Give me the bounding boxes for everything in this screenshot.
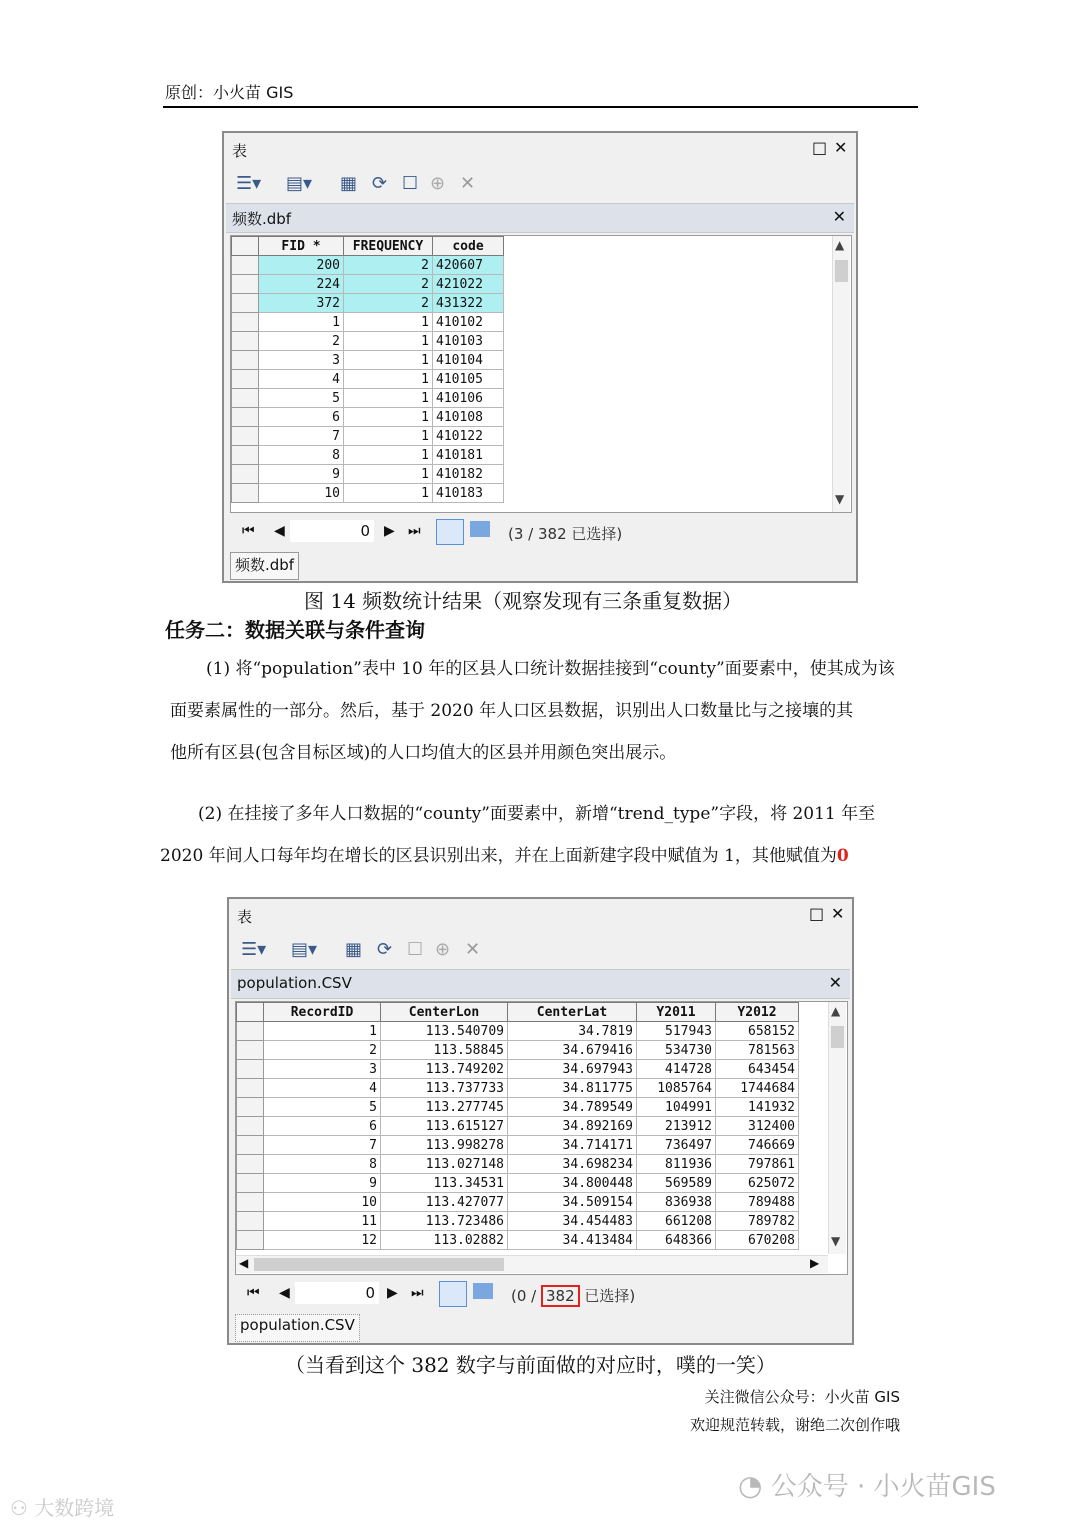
table-cell[interactable]: 113.277745 (381, 1098, 508, 1117)
table-cell[interactable]: 11 (264, 1212, 381, 1231)
table-cell[interactable]: 1 (344, 332, 433, 351)
table-cell[interactable]: 113.998278 (381, 1136, 508, 1155)
table-cell[interactable]: 113.737733 (381, 1079, 508, 1098)
show-all-records-button[interactable] (439, 1281, 467, 1307)
wechat-watermark (738, 1466, 996, 1503)
table-cell[interactable]: 1 (264, 1022, 381, 1041)
switch-selection-icon[interactable]: ⟳ (372, 173, 388, 194)
table-cell[interactable]: 410106 (433, 389, 504, 408)
table-row[interactable] (237, 1231, 799, 1250)
table-cell[interactable]: 34.892169 (508, 1117, 637, 1136)
table-cell[interactable]: 113.027148 (381, 1155, 508, 1174)
table-cell[interactable]: 372 (259, 294, 344, 313)
table-cell[interactable]: 1 (344, 484, 433, 503)
row-selector[interactable] (232, 484, 259, 503)
scroll-up-icon[interactable]: ▲ (835, 238, 845, 252)
first-record-icon[interactable]: ⏮ (242, 523, 255, 539)
select-by-attributes-icon[interactable]: ▦ (345, 939, 363, 960)
table-cell[interactable]: 2 (264, 1041, 381, 1060)
row-selector[interactable] (237, 1041, 264, 1060)
table-row[interactable] (237, 1212, 799, 1231)
related-tables-icon[interactable]: ▤▾ (291, 939, 318, 960)
table-row[interactable] (237, 1041, 799, 1060)
table-row[interactable] (232, 351, 504, 370)
table-cell[interactable]: 410181 (433, 446, 504, 465)
row-selector[interactable] (232, 256, 259, 275)
table-cell[interactable]: 12 (264, 1231, 381, 1250)
table-cell[interactable]: 736497 (637, 1136, 716, 1155)
delete-selected-icon[interactable]: ✕ (465, 939, 481, 960)
table-options-icon[interactable]: ☰▾ (236, 173, 262, 194)
table-cell[interactable]: 113.723486 (381, 1212, 508, 1231)
table-toolbar (235, 933, 846, 967)
table-cell[interactable]: 4 (264, 1079, 381, 1098)
table-cell[interactable]: 1744684 (716, 1079, 799, 1098)
table-cell[interactable]: 781563 (716, 1041, 799, 1060)
watermark-logo-icon: ⚇ (10, 1496, 28, 1520)
table-cell[interactable]: 34.509154 (508, 1193, 637, 1212)
row-selector[interactable] (237, 1079, 264, 1098)
page-header: 原创：小火苗 GIS (165, 83, 294, 102)
row-selector-header[interactable] (237, 1003, 264, 1022)
paragraph-2 (160, 793, 940, 877)
row-selector[interactable] (232, 351, 259, 370)
zoom-selected-icon[interactable]: ⊕ (430, 173, 446, 194)
column-header[interactable]: CenterLat (508, 1003, 637, 1022)
corner-watermark (10, 1492, 114, 1521)
table-cell[interactable]: 1 (344, 370, 433, 389)
table-toolbar (230, 167, 850, 201)
table-cell[interactable]: 569589 (637, 1174, 716, 1193)
attribute-grid (235, 1001, 848, 1275)
table-cell[interactable]: 9 (264, 1174, 381, 1193)
table-cell[interactable]: 113.427077 (381, 1193, 508, 1212)
table-cell[interactable]: 410108 (433, 408, 504, 427)
row-selector[interactable] (232, 465, 259, 484)
next-record-icon[interactable]: ▶ (384, 523, 395, 539)
status-prefix: (0 / (511, 1287, 537, 1305)
table-row[interactable] (237, 1155, 799, 1174)
horizontal-scrollbar[interactable] (236, 1255, 828, 1273)
window-titlebar (229, 899, 852, 931)
table-cell[interactable]: 1 (344, 427, 433, 446)
table-cell[interactable]: 789782 (716, 1212, 799, 1231)
table-cell[interactable]: 200 (259, 256, 344, 275)
table-row[interactable] (237, 1079, 799, 1098)
table-cell[interactable]: 213912 (637, 1117, 716, 1136)
table-cell[interactable]: 113.615127 (381, 1117, 508, 1136)
bottom-table-tab[interactable]: population.CSV (235, 1314, 360, 1342)
table-row[interactable] (237, 1136, 799, 1155)
table-cell[interactable]: 625072 (716, 1174, 799, 1193)
scroll-down-icon[interactable]: ▼ (831, 1234, 841, 1248)
current-record-field[interactable]: 0 (295, 1282, 379, 1304)
table-cell[interactable]: 410102 (433, 313, 504, 332)
paragraph-line: 他所有区县(包含目标区域)的人口均值大的区县并用颜色突出展示。 (170, 743, 677, 763)
table-cell[interactable]: 648366 (637, 1231, 716, 1250)
column-header[interactable]: code (433, 237, 504, 256)
show-selected-records-button[interactable] (470, 521, 490, 537)
row-selector[interactable] (237, 1193, 264, 1212)
table-row[interactable] (237, 1117, 799, 1136)
horizontal-scroll-thumb[interactable] (254, 1258, 504, 1271)
credit-line-2: 欢迎规范转载，谢绝二次创作哦 (689, 1416, 900, 1434)
table-cell[interactable]: 34.789549 (508, 1098, 637, 1117)
row-selector[interactable] (237, 1136, 264, 1155)
table-cell[interactable]: 643454 (716, 1060, 799, 1079)
scroll-right-icon[interactable]: ▶ (810, 1256, 820, 1270)
scroll-left-icon[interactable]: ◀ (239, 1256, 249, 1270)
table-cell[interactable]: 410182 (433, 465, 504, 484)
table-name: population.CSV (237, 974, 352, 992)
table-cell[interactable]: 113.02882 (381, 1231, 508, 1250)
next-record-icon[interactable]: ▶ (387, 1285, 398, 1301)
table-cell[interactable]: 8 (259, 446, 344, 465)
table-cell[interactable]: 5 (264, 1098, 381, 1117)
related-tables-icon[interactable]: ▤▾ (286, 173, 313, 194)
table-cell[interactable]: 2 (344, 275, 433, 294)
table-cell[interactable]: 34.811775 (508, 1079, 637, 1098)
table-cell[interactable]: 312400 (716, 1117, 799, 1136)
table-cell[interactable]: 797861 (716, 1155, 799, 1174)
selection-status: (3 / 382 已选择) (508, 525, 623, 543)
table-cell[interactable]: 1 (259, 313, 344, 332)
row-selector[interactable] (232, 294, 259, 313)
window-title: 表 (232, 142, 248, 160)
last-record-icon[interactable]: ⏭ (408, 523, 421, 539)
restore-icon[interactable]: □ (812, 138, 828, 157)
table-cell[interactable]: 10 (259, 484, 344, 503)
table-name: 频数.dbf (232, 210, 292, 228)
table-cell[interactable]: 811936 (637, 1155, 716, 1174)
row-selector[interactable] (232, 389, 259, 408)
table-row[interactable] (232, 446, 504, 465)
table-cell[interactable]: 4 (259, 370, 344, 389)
row-selector[interactable] (237, 1060, 264, 1079)
table-cell[interactable]: 34.714171 (508, 1136, 637, 1155)
table-cell[interactable]: 34.413484 (508, 1231, 637, 1250)
paragraph-1 (170, 648, 930, 774)
table-row[interactable] (232, 275, 504, 294)
table-cell[interactable]: 34.800448 (508, 1174, 637, 1193)
row-selector[interactable] (232, 370, 259, 389)
table-cell[interactable]: 789488 (716, 1193, 799, 1212)
table-window-frequency (222, 131, 858, 583)
table-cell[interactable]: 410105 (433, 370, 504, 389)
table-row[interactable] (237, 1174, 799, 1193)
table-cell[interactable]: 3 (264, 1060, 381, 1079)
selection-status (511, 1285, 635, 1306)
select-by-attributes-icon[interactable]: ▦ (340, 173, 358, 194)
record-navigation-bar (230, 515, 850, 551)
table-cell[interactable]: 421022 (433, 275, 504, 294)
table-cell[interactable]: 113.540709 (381, 1022, 508, 1041)
table-options-icon[interactable]: ☰▾ (241, 939, 267, 960)
table-cell[interactable]: 141932 (716, 1098, 799, 1117)
table-cell[interactable]: 836938 (637, 1193, 716, 1212)
first-record-icon[interactable]: ⏮ (247, 1285, 260, 1301)
delete-selected-icon[interactable]: ✕ (460, 173, 476, 194)
table-row[interactable] (232, 256, 504, 275)
scroll-thumb[interactable] (835, 260, 848, 282)
table-row[interactable] (237, 1022, 799, 1041)
task-title: 任务二：数据关联与条件查询 (165, 618, 425, 642)
figure-caption-14: 图 14 频数统计结果（观察发现有三条重复数据） (304, 589, 743, 613)
table-cell[interactable]: 410104 (433, 351, 504, 370)
column-header[interactable]: RecordID (264, 1003, 381, 1022)
previous-record-icon[interactable]: ◀ (279, 1285, 290, 1301)
restore-icon[interactable]: □ (809, 904, 825, 923)
switch-selection-icon[interactable]: ⟳ (377, 939, 393, 960)
paragraph-text: 2020 年间人口每年均在增长的区县识别出来，并在上面新建字段中赋值为 1，其他赋值为 (160, 846, 837, 866)
row-selector[interactable] (232, 427, 259, 446)
table-cell[interactable]: 670208 (716, 1231, 799, 1250)
vertical-scrollbar[interactable] (832, 236, 850, 512)
row-selector[interactable] (237, 1231, 264, 1250)
table-cell[interactable]: 414728 (637, 1060, 716, 1079)
table-row[interactable] (232, 332, 504, 351)
table-cell[interactable]: 3 (259, 351, 344, 370)
highlighted-record-count: 382 (541, 1285, 580, 1307)
row-selector[interactable] (237, 1174, 264, 1193)
table-row[interactable] (232, 427, 504, 446)
watermark-text: 大数跨境 (34, 1496, 115, 1520)
table-cell[interactable]: 1 (344, 351, 433, 370)
highlighted-zero: 0 (836, 846, 849, 866)
table-row[interactable] (232, 389, 504, 408)
table-window-population (227, 897, 854, 1345)
window-titlebar (224, 133, 856, 165)
table-cell[interactable]: 34.698234 (508, 1155, 637, 1174)
table-cell[interactable]: 113.749202 (381, 1060, 508, 1079)
table-cell[interactable]: 1 (344, 313, 433, 332)
table-cell[interactable]: 6 (259, 408, 344, 427)
table-row[interactable] (232, 465, 504, 484)
table-cell[interactable]: 34.679416 (508, 1041, 637, 1060)
attribute-table (236, 1002, 799, 1250)
clear-selection-icon[interactable]: ☐ (402, 173, 419, 194)
table-cell[interactable]: 746669 (716, 1136, 799, 1155)
paragraph-line: (2) 在挂接了多年人口数据的“county”面要素中，新增“trend_type”字段，将 2011 年至 (198, 804, 876, 824)
show-all-records-button[interactable] (436, 519, 464, 545)
table-cell[interactable]: 5 (259, 389, 344, 408)
record-navigation-bar (235, 1277, 846, 1313)
table-cell[interactable]: 8 (264, 1155, 381, 1174)
table-cell[interactable]: 410122 (433, 427, 504, 446)
row-selector[interactable] (232, 313, 259, 332)
close-table-icon[interactable]: ✕ (828, 973, 842, 992)
table-cell[interactable]: 2 (259, 332, 344, 351)
row-selector[interactable] (237, 1155, 264, 1174)
table-cell[interactable]: 658152 (716, 1022, 799, 1041)
table-cell[interactable]: 1 (344, 446, 433, 465)
column-header[interactable]: Y2011 (637, 1003, 716, 1022)
close-icon[interactable]: ✕ (831, 904, 845, 923)
row-selector[interactable] (232, 408, 259, 427)
current-record-field[interactable]: 0 (290, 520, 374, 542)
table-cell[interactable]: 534730 (637, 1041, 716, 1060)
table-cell[interactable]: 34.7819 (508, 1022, 637, 1041)
watermark-text: 公众号 · 小火苗GIS (770, 1472, 996, 1502)
figure-caption-2: （当看到这个 382 数字与前面做的对应时，噗的一笑） (285, 1353, 776, 1377)
table-cell[interactable]: 7 (259, 427, 344, 446)
table-cell[interactable]: 7 (264, 1136, 381, 1155)
show-selected-records-button[interactable] (473, 1283, 493, 1299)
header-rule (163, 106, 918, 108)
table-row[interactable] (237, 1060, 799, 1079)
scroll-down-icon[interactable]: ▼ (835, 492, 845, 506)
window-title: 表 (237, 908, 253, 926)
table-row[interactable] (232, 408, 504, 427)
table-cell[interactable]: 1 (344, 408, 433, 427)
table-row[interactable] (232, 484, 504, 503)
attribute-table (231, 236, 504, 503)
column-header[interactable]: FREQUENCY (344, 237, 433, 256)
table-cell[interactable]: 104991 (637, 1098, 716, 1117)
column-header[interactable]: Y2012 (716, 1003, 799, 1022)
table-cell[interactable]: 410103 (433, 332, 504, 351)
table-cell[interactable]: 224 (259, 275, 344, 294)
row-selector[interactable] (237, 1022, 264, 1041)
paragraph-line: 面要素属性的一部分。然后，基于 2020 年人口区县数据，识别出人口数量比与之接壤的其 (170, 701, 854, 721)
table-row[interactable] (232, 370, 504, 389)
table-cell[interactable]: 113.34531 (381, 1174, 508, 1193)
wechat-icon: ◔ (738, 1469, 763, 1502)
table-cell[interactable]: 410183 (433, 484, 504, 503)
row-selector[interactable] (237, 1212, 264, 1231)
table-cell[interactable]: 34.697943 (508, 1060, 637, 1079)
row-selector[interactable] (232, 446, 259, 465)
table-cell[interactable]: 2 (344, 294, 433, 313)
table-cell[interactable]: 1 (344, 389, 433, 408)
table-row[interactable] (232, 313, 504, 332)
scroll-up-icon[interactable]: ▲ (831, 1004, 841, 1018)
table-cell[interactable]: 420607 (433, 256, 504, 275)
table-cell[interactable]: 2 (344, 256, 433, 275)
row-selector[interactable] (237, 1117, 264, 1136)
table-cell[interactable]: 661208 (637, 1212, 716, 1231)
table-row[interactable] (232, 294, 504, 313)
last-record-icon[interactable]: ⏭ (411, 1285, 424, 1301)
close-table-icon[interactable]: ✕ (832, 207, 846, 226)
column-header[interactable]: CenterLon (381, 1003, 508, 1022)
table-cell[interactable]: 1 (344, 465, 433, 484)
scroll-thumb[interactable] (831, 1026, 844, 1048)
paragraph-line (160, 835, 940, 877)
clear-selection-icon[interactable]: ☐ (407, 939, 424, 960)
table-cell[interactable]: 6 (264, 1117, 381, 1136)
paragraph-line: (1) 将“population”表中 10 年的区县人口统计数据挂接到“county”面要素中，使其成为该 (206, 659, 895, 679)
table-cell[interactable]: 431322 (433, 294, 504, 313)
credit-line-1: 关注微信公众号：小火苗 GIS (704, 1388, 900, 1406)
table-tab-header (231, 969, 850, 999)
table-cell[interactable]: 10 (264, 1193, 381, 1212)
column-header[interactable]: FID * (259, 237, 344, 256)
table-cell[interactable]: 1085764 (637, 1079, 716, 1098)
table-cell[interactable]: 9 (259, 465, 344, 484)
table-tab-header (226, 203, 854, 233)
table-row[interactable] (237, 1098, 799, 1117)
close-icon[interactable]: ✕ (834, 138, 848, 157)
previous-record-icon[interactable]: ◀ (274, 523, 285, 539)
row-selector[interactable] (232, 332, 259, 351)
table-row[interactable] (237, 1193, 799, 1212)
row-selector[interactable] (232, 275, 259, 294)
bottom-table-tab[interactable]: 频数.dbf (230, 552, 299, 580)
table-cell[interactable]: 517943 (637, 1022, 716, 1041)
row-selector[interactable] (237, 1098, 264, 1117)
status-suffix: 已选择) (584, 1287, 636, 1305)
zoom-selected-icon[interactable]: ⊕ (435, 939, 451, 960)
table-cell[interactable]: 113.58845 (381, 1041, 508, 1060)
attribute-grid (230, 235, 852, 513)
vertical-scrollbar[interactable] (828, 1002, 846, 1254)
table-cell[interactable]: 34.454483 (508, 1212, 637, 1231)
row-selector-header[interactable] (232, 237, 259, 256)
